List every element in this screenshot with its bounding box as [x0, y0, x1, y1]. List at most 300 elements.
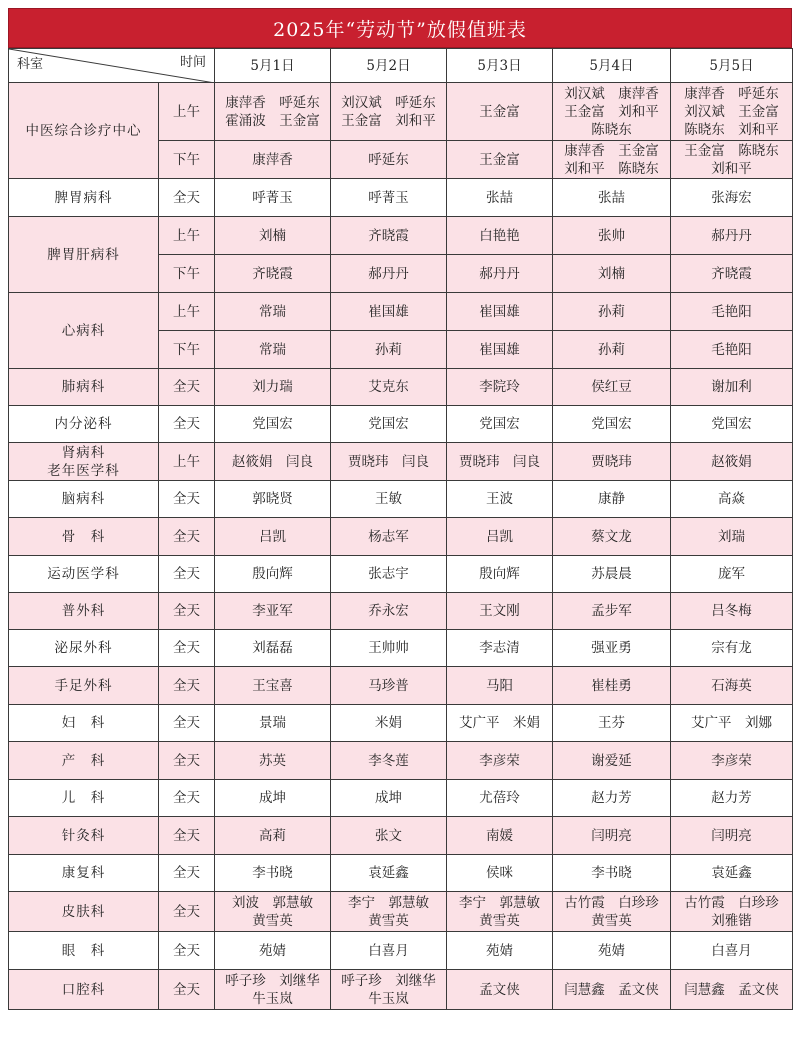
staff-names: 李书晓 [591, 865, 632, 881]
staff-names: 苏晨晨 [591, 566, 632, 582]
staff-names: 崔国雄 [368, 303, 409, 320]
duty-cell [447, 443, 553, 481]
staff-names: 崔国雄 [479, 341, 520, 358]
duty-cell [447, 855, 553, 892]
staff-names: 刘力瑞 [252, 379, 293, 395]
table-row [9, 556, 793, 593]
staff-names: 李宁 郭慧敏 [348, 894, 429, 911]
staff-names: 成坤 [259, 790, 286, 806]
department-name: 口腔科 [61, 981, 106, 998]
staff-names: 白喜月 [711, 942, 752, 959]
duty-cell [671, 593, 793, 630]
staff-names: 霍涌波 王金富 [225, 112, 320, 129]
staff-names: 侯咪 [486, 865, 513, 881]
staff-names: 古竹霞 白珍珍 [684, 894, 779, 911]
staff-names: 闫慧鑫 孟文侠 [564, 981, 659, 998]
table-row [9, 705, 793, 742]
staff-names: 齐晓霞 [368, 227, 409, 244]
staff-names: 孟文侠 [479, 981, 520, 998]
staff-names: 高莉 [259, 827, 286, 844]
duty-cell [447, 293, 553, 331]
staff-names: 党国宏 [591, 416, 632, 432]
staff-names: 王金富 陈晓东 [684, 142, 779, 159]
table-row [9, 443, 793, 481]
staff-names: 刘汉斌 呼延东 [341, 94, 436, 111]
staff-names: 刘楠 [259, 227, 286, 244]
department-cell [9, 593, 159, 630]
period-cell: 全天 [159, 593, 215, 630]
duty-cell [671, 83, 793, 141]
duty-cell [447, 593, 553, 630]
department-name: 产 科 [61, 752, 106, 769]
period-cell: 全天 [159, 705, 215, 742]
duty-cell [331, 481, 447, 518]
duty-cell [331, 970, 447, 1010]
duty-cell [331, 255, 447, 293]
staff-names: 党国宏 [479, 416, 520, 432]
staff-names: 呼子珍 刘继华 [341, 972, 436, 989]
department-name: 老年医学科 [47, 462, 120, 479]
duty-cell [447, 892, 553, 932]
duty-cell [553, 556, 671, 593]
staff-names: 陈晓东 刘和平 [684, 121, 779, 138]
duty-cell [447, 932, 553, 970]
duty-cell [671, 742, 793, 780]
staff-names: 王金富 刘和平 [341, 112, 436, 129]
table-row [9, 83, 793, 141]
staff-names: 郝丹丹 [368, 265, 409, 282]
period-cell: 全天 [159, 369, 215, 406]
staff-names: 王文刚 [479, 603, 520, 619]
duty-cell [331, 705, 447, 742]
duty-cell [553, 705, 671, 742]
duty-cell [447, 667, 553, 705]
duty-cell [215, 369, 331, 406]
table-row [9, 892, 793, 932]
staff-names: 黄雪英 [591, 912, 632, 929]
duty-cell [331, 556, 447, 593]
staff-names: 呼延东 [368, 151, 409, 168]
period-cell: 全天 [159, 556, 215, 593]
staff-names: 康萍香 王金富 [564, 142, 659, 159]
duty-cell [331, 406, 447, 443]
staff-names: 张喆 [486, 189, 513, 206]
department-name: 骨 科 [61, 528, 106, 545]
staff-names: 殷向辉 [479, 566, 520, 582]
staff-names: 康萍香 [252, 151, 293, 168]
duty-cell [215, 406, 331, 443]
duty-cell [671, 556, 793, 593]
department-cell [9, 817, 159, 855]
staff-names: 李彦荣 [711, 752, 752, 769]
duty-cell [553, 481, 671, 518]
staff-names: 尤蓓玲 [479, 790, 520, 806]
staff-names: 牛玉岚 [368, 990, 409, 1007]
staff-names: 张文 [375, 827, 402, 844]
department-cell [9, 630, 159, 667]
period-cell: 全天 [159, 667, 215, 705]
staff-names: 李志清 [479, 640, 520, 656]
duty-cell [215, 518, 331, 556]
date-header: 5月2日 [331, 49, 447, 83]
duty-cell [671, 217, 793, 255]
department-name: 心病科 [61, 322, 106, 339]
duty-cell [215, 742, 331, 780]
staff-names: 黄雪英 [368, 912, 409, 929]
duty-cell [447, 518, 553, 556]
table-row [9, 855, 793, 892]
staff-names: 刘磊磊 [252, 640, 293, 656]
period-cell: 上午 [159, 83, 215, 141]
department-cell [9, 667, 159, 705]
duty-cell [331, 817, 447, 855]
department-cell [9, 179, 159, 217]
staff-names: 吕冬梅 [711, 603, 752, 619]
staff-names: 呼菁玉 [368, 189, 409, 206]
staff-names: 白喜月 [368, 942, 409, 959]
staff-names: 吕凯 [259, 528, 286, 545]
duty-cell [553, 667, 671, 705]
table-row [9, 179, 793, 217]
staff-names: 刘和平 [711, 160, 752, 177]
staff-names: 吕凯 [486, 528, 513, 545]
duty-cell [447, 369, 553, 406]
department-name: 眼 科 [61, 942, 106, 959]
staff-names: 殷向辉 [252, 566, 293, 582]
duty-cell [215, 932, 331, 970]
period-cell: 全天 [159, 742, 215, 780]
staff-names: 毛艳阳 [711, 303, 752, 320]
duty-cell [553, 369, 671, 406]
duty-cell [331, 518, 447, 556]
department-cell [9, 481, 159, 518]
duty-cell [215, 817, 331, 855]
duty-cell [447, 179, 553, 217]
duty-cell [331, 217, 447, 255]
duty-cell [331, 141, 447, 179]
duty-cell [671, 518, 793, 556]
table-row [9, 817, 793, 855]
table-row [9, 970, 793, 1010]
staff-names: 王金富 刘和平 [564, 103, 659, 120]
department-name: 妇 科 [61, 715, 106, 731]
duty-cell [447, 705, 553, 742]
staff-names: 齐晓霞 [711, 265, 752, 282]
staff-names: 呼子珍 刘继华 [225, 972, 320, 989]
duty-cell [447, 141, 553, 179]
staff-names: 刘汉斌 王金富 [684, 103, 779, 120]
period-cell: 全天 [159, 179, 215, 217]
duty-cell [553, 970, 671, 1010]
department-cell [9, 705, 159, 742]
duty-cell [553, 630, 671, 667]
staff-names: 常瑞 [259, 303, 286, 320]
staff-names: 郭晓贤 [252, 491, 293, 507]
department-name: 内分泌科 [54, 416, 113, 432]
duty-cell [671, 667, 793, 705]
table-row [9, 217, 793, 255]
duty-cell [215, 593, 331, 630]
duty-cell [331, 443, 447, 481]
department-cell [9, 293, 159, 369]
duty-cell [447, 481, 553, 518]
department-name: 普外科 [61, 603, 106, 619]
staff-names: 艾广平 米娟 [459, 715, 540, 731]
duty-cell [553, 141, 671, 179]
staff-names: 高焱 [718, 491, 745, 507]
staff-names: 陈晓东 [591, 121, 632, 138]
duty-cell [447, 217, 553, 255]
department-cell [9, 556, 159, 593]
duty-cell [215, 293, 331, 331]
duty-cell [331, 780, 447, 817]
table-row [9, 481, 793, 518]
duty-cell [447, 970, 553, 1010]
duty-cell [215, 179, 331, 217]
duty-cell [553, 331, 671, 369]
period-cell: 全天 [159, 406, 215, 443]
staff-names: 白艳艳 [479, 227, 520, 244]
duty-cell [671, 443, 793, 481]
staff-names: 李冬莲 [368, 752, 409, 769]
duty-cell [447, 780, 553, 817]
duty-cell [331, 369, 447, 406]
duty-cell [215, 780, 331, 817]
table-row [9, 518, 793, 556]
duty-cell [215, 255, 331, 293]
staff-names: 侯红豆 [591, 379, 632, 395]
staff-names: 贾晓玮 [591, 453, 632, 470]
table-row [9, 406, 793, 443]
staff-names: 康萍香 呼延东 [225, 94, 320, 111]
table-row [9, 780, 793, 817]
table-row [9, 742, 793, 780]
staff-names: 庞军 [718, 566, 745, 582]
staff-names: 李院玲 [479, 379, 520, 395]
period-cell: 全天 [159, 780, 215, 817]
duty-cell [671, 179, 793, 217]
duty-cell [331, 742, 447, 780]
staff-names: 成坤 [375, 790, 402, 806]
department-name: 运动医学科 [47, 566, 120, 582]
page-title [8, 8, 792, 48]
department-name: 脑病科 [61, 491, 106, 507]
staff-names: 党国宏 [252, 416, 293, 432]
staff-names: 刘波 郭慧敏 [232, 894, 313, 911]
staff-names: 乔永宏 [368, 603, 409, 619]
duty-cell [215, 855, 331, 892]
staff-names: 张志宇 [368, 566, 409, 582]
staff-names: 袁延鑫 [711, 865, 752, 881]
staff-names: 黄雪英 [479, 912, 520, 929]
duty-cell [215, 630, 331, 667]
staff-names: 李书晓 [252, 865, 293, 881]
department-name: 中医综合诊疗中心 [25, 122, 142, 139]
department-cell [9, 406, 159, 443]
department-name: 肾病科 [61, 444, 106, 461]
staff-names: 王波 [486, 491, 513, 507]
staff-names: 闫明亮 [711, 827, 752, 844]
duty-cell [553, 593, 671, 630]
duty-cell [215, 556, 331, 593]
duty-cell [671, 369, 793, 406]
duty-cell [553, 406, 671, 443]
staff-names: 黄雪英 [252, 912, 293, 929]
staff-names: 苏英 [259, 752, 286, 769]
duty-cell [553, 932, 671, 970]
period-cell: 全天 [159, 855, 215, 892]
period-cell: 上午 [159, 443, 215, 481]
staff-names: 马阳 [486, 677, 513, 694]
staff-names: 党国宏 [711, 416, 752, 432]
department-cell [9, 443, 159, 481]
duty-cell [553, 817, 671, 855]
date-header: 5月4日 [553, 49, 671, 83]
period-cell: 全天 [159, 970, 215, 1010]
roster-body [9, 83, 793, 1010]
duty-cell [215, 443, 331, 481]
period-cell: 全天 [159, 518, 215, 556]
department-name: 儿 科 [61, 790, 106, 806]
staff-names: 王芬 [598, 715, 625, 731]
period-cell: 上午 [159, 217, 215, 255]
date-header: 5月5日 [671, 49, 793, 83]
staff-names: 古竹霞 白珍珍 [564, 894, 659, 911]
duty-cell [553, 443, 671, 481]
staff-names: 赵力芳 [711, 790, 752, 806]
staff-names: 张喆 [598, 189, 625, 206]
staff-names: 刘瑞 [718, 528, 745, 545]
duty-cell [553, 892, 671, 932]
staff-names: 石海英 [711, 677, 752, 694]
staff-names: 李彦荣 [479, 752, 520, 769]
period-cell: 下午 [159, 255, 215, 293]
duty-cell [215, 705, 331, 742]
staff-names: 杨志军 [368, 528, 409, 545]
duty-cell [671, 932, 793, 970]
duty-roster-table [8, 48, 793, 1010]
staff-names: 郝丹丹 [711, 227, 752, 244]
duty-cell [331, 932, 447, 970]
duty-cell [447, 742, 553, 780]
duty-cell [671, 855, 793, 892]
department-cell [9, 742, 159, 780]
staff-names: 赵筱娟 [711, 453, 752, 470]
duty-cell [671, 293, 793, 331]
date-header: 5月1日 [215, 49, 331, 83]
period-cell: 下午 [159, 331, 215, 369]
department-cell [9, 780, 159, 817]
staff-names: 康萍香 呼延东 [684, 85, 779, 102]
staff-names: 张海宏 [711, 189, 752, 206]
duty-cell [331, 630, 447, 667]
staff-names: 刘和平 陈晓东 [564, 160, 659, 177]
duty-cell [671, 970, 793, 1010]
staff-names: 崔桂勇 [591, 677, 632, 694]
corner-header [9, 49, 215, 83]
table-row [9, 593, 793, 630]
duty-cell [331, 855, 447, 892]
staff-names: 孟步军 [591, 603, 632, 619]
staff-names: 孙莉 [375, 341, 402, 358]
period-cell: 下午 [159, 141, 215, 179]
duty-cell [553, 83, 671, 141]
duty-cell [447, 83, 553, 141]
staff-names: 牛玉岚 [252, 990, 293, 1007]
period-cell: 全天 [159, 892, 215, 932]
staff-names: 郝丹丹 [479, 265, 520, 282]
duty-cell [447, 630, 553, 667]
staff-names: 李亚军 [252, 603, 293, 619]
duty-cell [553, 179, 671, 217]
staff-names: 王敏 [375, 491, 402, 507]
duty-cell [331, 179, 447, 217]
department-cell [9, 932, 159, 970]
duty-cell [553, 293, 671, 331]
duty-cell [215, 141, 331, 179]
duty-cell [671, 817, 793, 855]
department-cell [9, 970, 159, 1010]
department-name: 皮肤科 [61, 903, 106, 920]
department-name: 肺病科 [61, 379, 106, 395]
staff-names: 王金富 [479, 151, 520, 168]
duty-cell [447, 817, 553, 855]
staff-names: 蔡文龙 [591, 528, 632, 545]
staff-names: 南媛 [486, 827, 513, 844]
department-cell [9, 217, 159, 293]
staff-names: 苑婧 [598, 942, 625, 959]
department-cell [9, 83, 159, 179]
staff-names: 康静 [598, 491, 625, 507]
staff-names: 党国宏 [368, 416, 409, 432]
period-cell: 全天 [159, 817, 215, 855]
duty-cell [215, 667, 331, 705]
staff-names: 王金富 [479, 103, 520, 120]
table-row [9, 932, 793, 970]
header-row [9, 49, 793, 83]
staff-names: 贾晓玮 闫良 [459, 453, 540, 470]
duty-cell [553, 217, 671, 255]
duty-cell [553, 855, 671, 892]
table-row [9, 293, 793, 331]
duty-cell [331, 331, 447, 369]
staff-names: 孙莉 [598, 303, 625, 320]
duty-cell [331, 593, 447, 630]
staff-names: 闫慧鑫 孟文侠 [684, 981, 779, 998]
staff-names: 崔国雄 [479, 303, 520, 320]
duty-cell [671, 892, 793, 932]
department-cell [9, 892, 159, 932]
period-cell: 上午 [159, 293, 215, 331]
duty-cell [671, 331, 793, 369]
table-row [9, 630, 793, 667]
duty-cell [331, 667, 447, 705]
duty-cell [553, 780, 671, 817]
department-name: 康复科 [61, 865, 106, 881]
duty-cell [215, 217, 331, 255]
duty-cell [553, 742, 671, 780]
staff-names: 李宁 郭慧敏 [459, 894, 540, 911]
duty-cell [447, 331, 553, 369]
staff-names: 刘雅锴 [711, 912, 752, 929]
table-row [9, 369, 793, 406]
staff-names: 毛艳阳 [711, 341, 752, 358]
date-header: 5月3日 [447, 49, 553, 83]
staff-names: 米娟 [375, 715, 402, 731]
department-name: 脾胃肝病科 [47, 246, 120, 263]
staff-names: 艾广平 刘娜 [691, 715, 772, 731]
staff-names: 刘汉斌 康萍香 [564, 85, 659, 102]
